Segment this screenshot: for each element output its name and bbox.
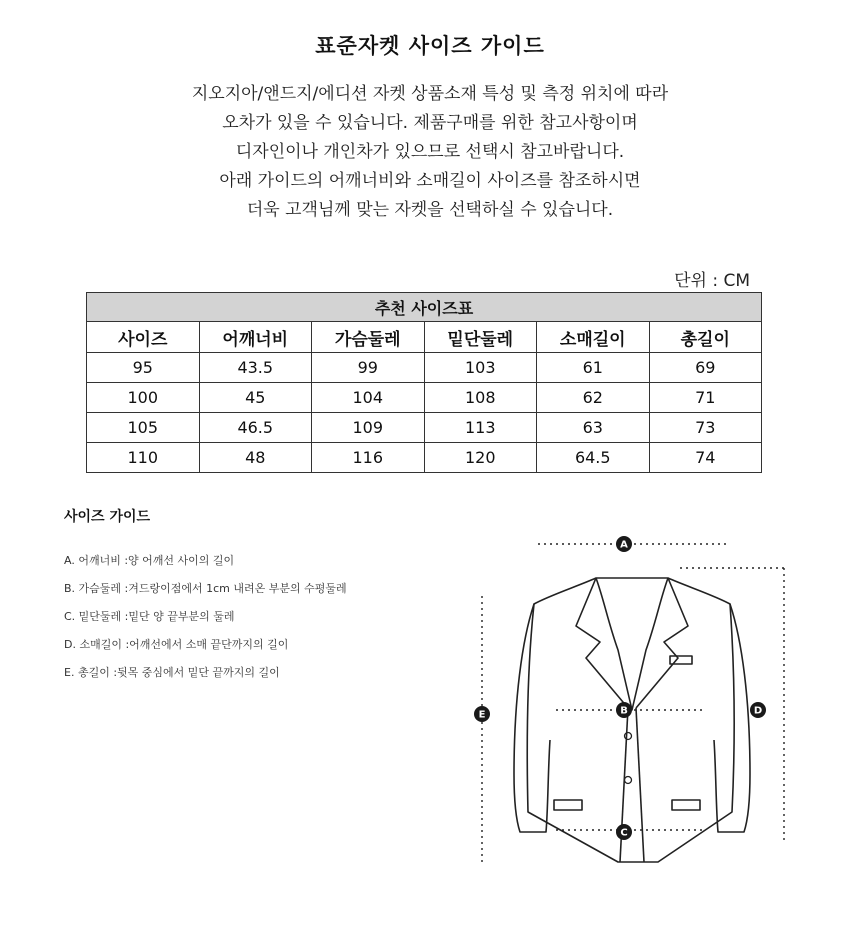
unit-label: 단위 : CM <box>674 271 750 291</box>
intro-text <box>0 80 860 225</box>
jacket-body <box>527 578 734 862</box>
jacket-outline <box>514 578 750 862</box>
intro-line: 지오지아/앤드지/에디션 자켓 상품소재 특성 및 측정 위치에 따라 <box>191 84 669 104</box>
table-cell: 73 <box>649 413 762 443</box>
marker-c <box>616 824 632 840</box>
column-header: 밑단둘레 <box>424 322 537 353</box>
guide-item-c: C. 밑단둘레 :밑단 양 끝부분의 둘레 <box>64 610 235 623</box>
table-cell: 46.5 <box>199 413 312 443</box>
left-pocket-flap <box>554 800 582 810</box>
table-cell: 105 <box>87 413 200 443</box>
table-caption-row <box>87 293 762 322</box>
page-title: 표준자켓 사이즈 가이드 <box>315 34 545 58</box>
table-cell: 63 <box>537 413 650 443</box>
collar <box>596 578 668 710</box>
guide-item-d: D. 소매길이 :어깨선에서 소매 끝단까지의 길이 <box>64 638 289 651</box>
marker-b <box>616 702 632 718</box>
table-cell: 120 <box>424 443 537 473</box>
column-header: 어깨너비 <box>199 322 312 353</box>
column-header: 가슴둘레 <box>312 322 425 353</box>
table-row <box>87 353 762 383</box>
table-cell: 95 <box>87 353 200 383</box>
column-header: 소매길이 <box>537 322 650 353</box>
table-cell: 74 <box>649 443 762 473</box>
marker-d <box>750 702 766 718</box>
marker-c-label: C <box>620 827 628 839</box>
left-sleeve <box>514 604 550 832</box>
table-cell: 71 <box>649 383 762 413</box>
marker-a-label: A <box>620 539 628 551</box>
table-header-row <box>87 322 762 353</box>
guide-list <box>64 553 347 693</box>
table-cell: 113 <box>424 413 537 443</box>
table-cell: 109 <box>312 413 425 443</box>
intro-line: 아래 가이드의 어깨너비와 소매길이 사이즈를 참조하시면 <box>219 171 641 191</box>
table-cell: 64.5 <box>537 443 650 473</box>
table-cell: 45 <box>199 383 312 413</box>
marker-e <box>474 706 490 722</box>
table-cell: 48 <box>199 443 312 473</box>
table-cell: 116 <box>312 443 425 473</box>
guide-item-a: A. 어깨너비 :양 어깨선 사이의 길이 <box>64 554 235 567</box>
table-cell: 99 <box>312 353 425 383</box>
marker-a <box>616 536 632 552</box>
guide-item-b: B. 가슴둘레 :겨드랑이점에서 1cm 내려온 부분의 수평둘레 <box>64 582 347 595</box>
marker-b-label: B <box>620 705 628 717</box>
table-caption: 추천 사이즈표 <box>87 293 762 322</box>
column-header: 사이즈 <box>87 322 200 353</box>
table-cell: 62 <box>537 383 650 413</box>
table-cell: 104 <box>312 383 425 413</box>
jacket-diagram <box>468 530 808 890</box>
button-icon <box>625 733 632 740</box>
table-row <box>87 443 762 473</box>
table-cell: 110 <box>87 443 200 473</box>
table-cell: 108 <box>424 383 537 413</box>
marker-e-label: E <box>478 709 486 721</box>
table-cell: 61 <box>537 353 650 383</box>
table-cell: 103 <box>424 353 537 383</box>
intro-line: 디자인이나 개인차가 있으므로 선택시 참고바랍니다. <box>235 142 625 162</box>
intro-line: 더욱 고객님께 맞는 자켓을 선택하실 수 있습니다. <box>246 200 614 220</box>
guide-title: 사이즈 가이드 <box>64 509 151 525</box>
column-header: 총길이 <box>649 322 762 353</box>
table-row <box>87 413 762 443</box>
table-cell: 69 <box>649 353 762 383</box>
table-cell: 43.5 <box>199 353 312 383</box>
intro-line: 오차가 있을 수 있습니다. 제품구매를 위한 참고사항이며 <box>222 113 638 133</box>
marker-d-label: D <box>753 705 763 717</box>
guide-item-e: E. 총길이 :뒷목 중심에서 밑단 끝까지의 길이 <box>64 666 280 679</box>
right-pocket-flap <box>672 800 700 810</box>
front-edge <box>636 708 644 862</box>
table-cell: 100 <box>87 383 200 413</box>
button-icon <box>625 777 632 784</box>
size-table <box>86 292 762 473</box>
table-row <box>87 383 762 413</box>
